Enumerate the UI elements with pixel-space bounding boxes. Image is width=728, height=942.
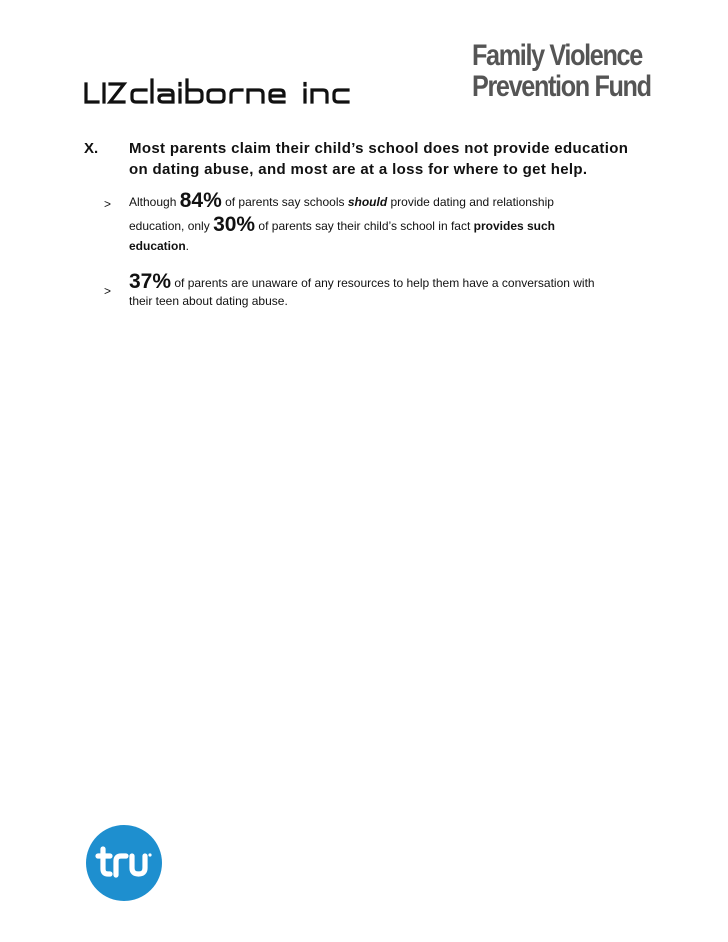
- bullet-text-part: provide dating and relationship: [387, 195, 554, 209]
- strong-education: education: [129, 239, 186, 253]
- finding-section: [84, 138, 644, 309]
- bullet-marker: >: [104, 284, 112, 298]
- finding-heading: [84, 138, 644, 180]
- bullet-item: [84, 191, 644, 254]
- bullet-item: [84, 272, 644, 309]
- finding-heading-text: Most parents claim their child’s school does not provide education on dating abuse, and most are at a loss for where to get help.: [129, 140, 629, 178]
- fvpf-logo-line1: Family Violence: [472, 39, 642, 72]
- bullet-text: [129, 191, 644, 254]
- bullet-text-part: of parents are unaware of any resources to help them have a conversation with: [171, 276, 595, 290]
- stat-84-percent: 84%: [179, 189, 222, 212]
- liz-claiborne-logo: [84, 70, 362, 106]
- finding-number: X.: [84, 140, 99, 157]
- strong-provides-such: provides such: [473, 219, 556, 233]
- bullet-text-part: of parents say their child’s school in fact: [255, 219, 474, 233]
- bullet-marker: >: [104, 197, 112, 211]
- liz-claiborne-wordmark: [84, 70, 362, 106]
- stat-30-percent: 30%: [213, 213, 256, 236]
- fvpf-logo-line2: Prevention Fund: [472, 70, 651, 103]
- bullet-text-part: their teen about dating abuse.: [129, 294, 288, 308]
- bullet-text-part: Although: [129, 195, 180, 209]
- fvpf-logo: [472, 39, 651, 103]
- tru-wordmark: [86, 825, 162, 901]
- tru-logo: [86, 825, 162, 901]
- bullet-text-part: .: [185, 239, 190, 253]
- bullet-text: [129, 272, 644, 309]
- emphasis-should: should: [347, 195, 388, 209]
- stat-37-percent: 37%: [129, 270, 172, 293]
- bullet-text-part: of parents say schools: [221, 195, 348, 209]
- bullet-text-part: education, only: [129, 219, 214, 233]
